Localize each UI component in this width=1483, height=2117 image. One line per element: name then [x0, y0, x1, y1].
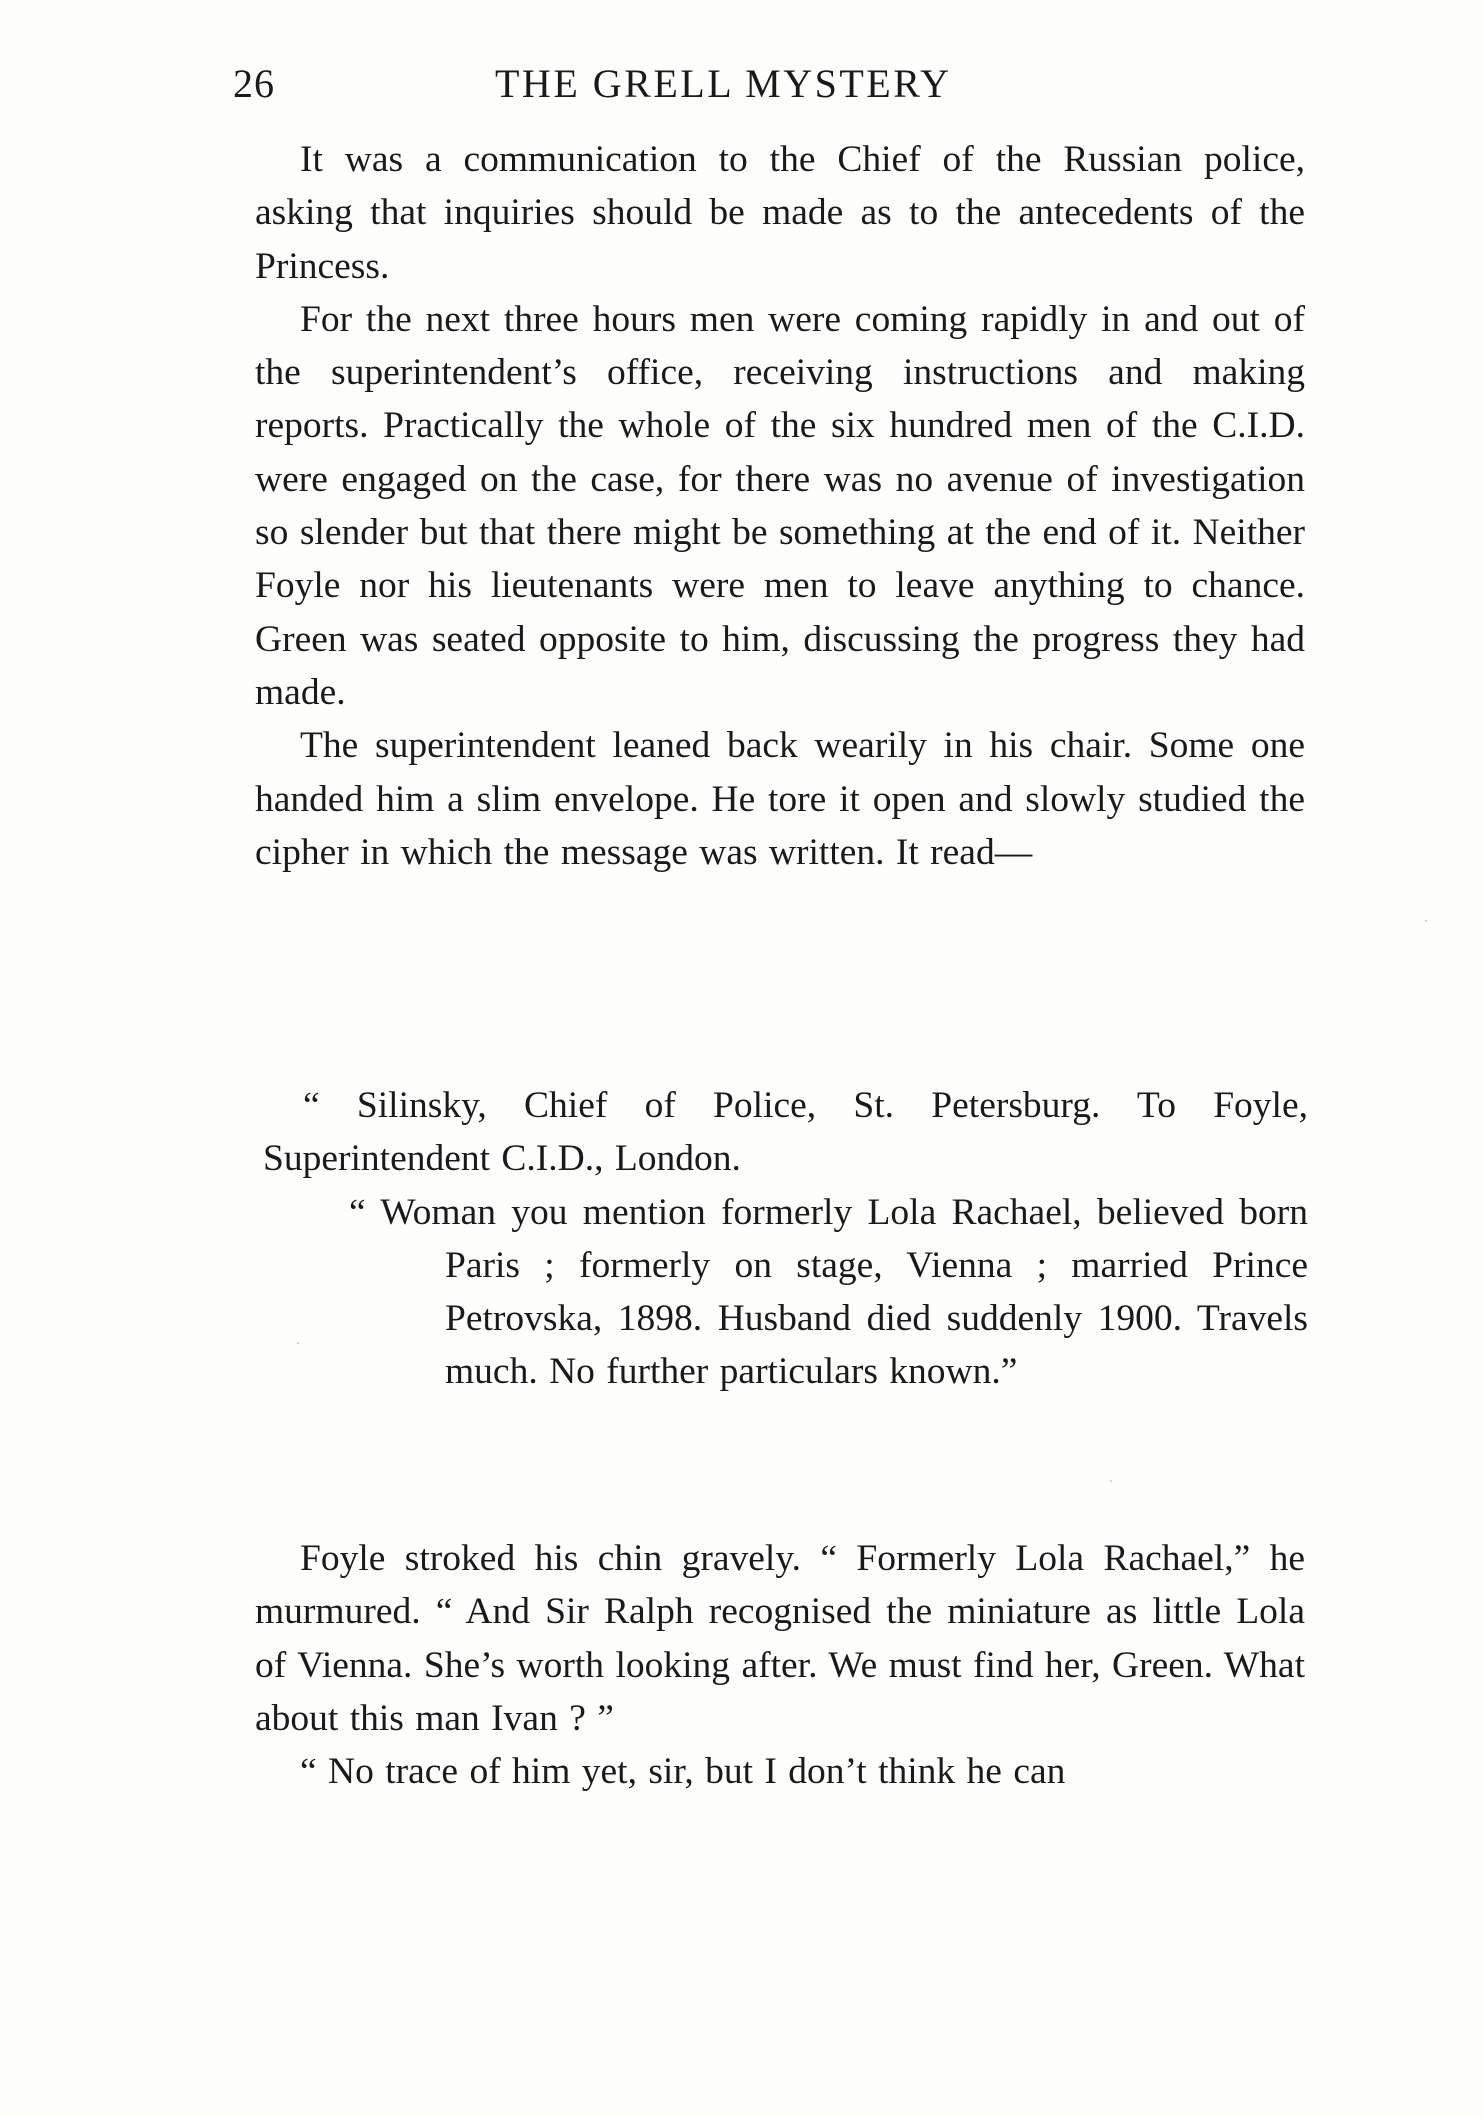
- page-number: 26: [233, 61, 275, 106]
- paragraph-no-trace: “ No trace of him yet, sir, but I don’t think he can: [300, 1751, 1066, 1793]
- telegram-address: “ Silinsky, Chief of Police, St. Petersburg. To Foyle, Superintendent C.I.D., London.: [263, 1085, 1308, 1180]
- paragraph-foyle-chin: Foyle stroked his chin gravely. “ Formerly Lola Rachael,” he murmured. “ And Sir Ralph recognised the miniature as little Lola of Vienna. She’s worth looking after. We must find her, Green. What about this man Ivan ? ”: [255, 1538, 1305, 1739]
- running-title: THE GRELL MYSTERY: [495, 61, 952, 106]
- paragraph-communication: It was a communication to the Chief of the Russian police, asking that inquiries should be made as to the antecedents of the Princess.: [255, 139, 1305, 287]
- telegram-message: “ Woman you mention formerly Lola Rachael, believed born Paris ; formerly on stage, Vienna ; married Prince Petrovska, 1898. Husband died suddenly 1900. Travels much. No further particulars known.”: [349, 1191, 1308, 1393]
- telegram-block: [263, 1079, 1308, 1399]
- paper-speck: [297, 1342, 299, 1344]
- opening-text-block: [255, 133, 1305, 879]
- page-header: [0, 60, 1483, 120]
- closing-text-block: [255, 1532, 1305, 1798]
- paper-speck: [1425, 920, 1427, 922]
- paragraph-envelope: The superintendent leaned back wearily in his chair. Some one handed him a slim envelope. He tore it open and slowly studied the cipher in which the message was written. It read—: [255, 725, 1305, 873]
- paragraph-three-hours: For the next three hours men were coming rapidly in and out of the superintendent’s office, receiving instructions and making reports. Practically the whole of the six hundred men of the C.I.D. were engaged on the case, for there was no avenue of investigation so slender but that there might be something at the end of it. Neither Foyle nor his lieutenants were men to leave anything to chance. Green was seated opposite to him, discussing the progress they had made.: [255, 298, 1305, 713]
- paper-speck: [1110, 1480, 1112, 1482]
